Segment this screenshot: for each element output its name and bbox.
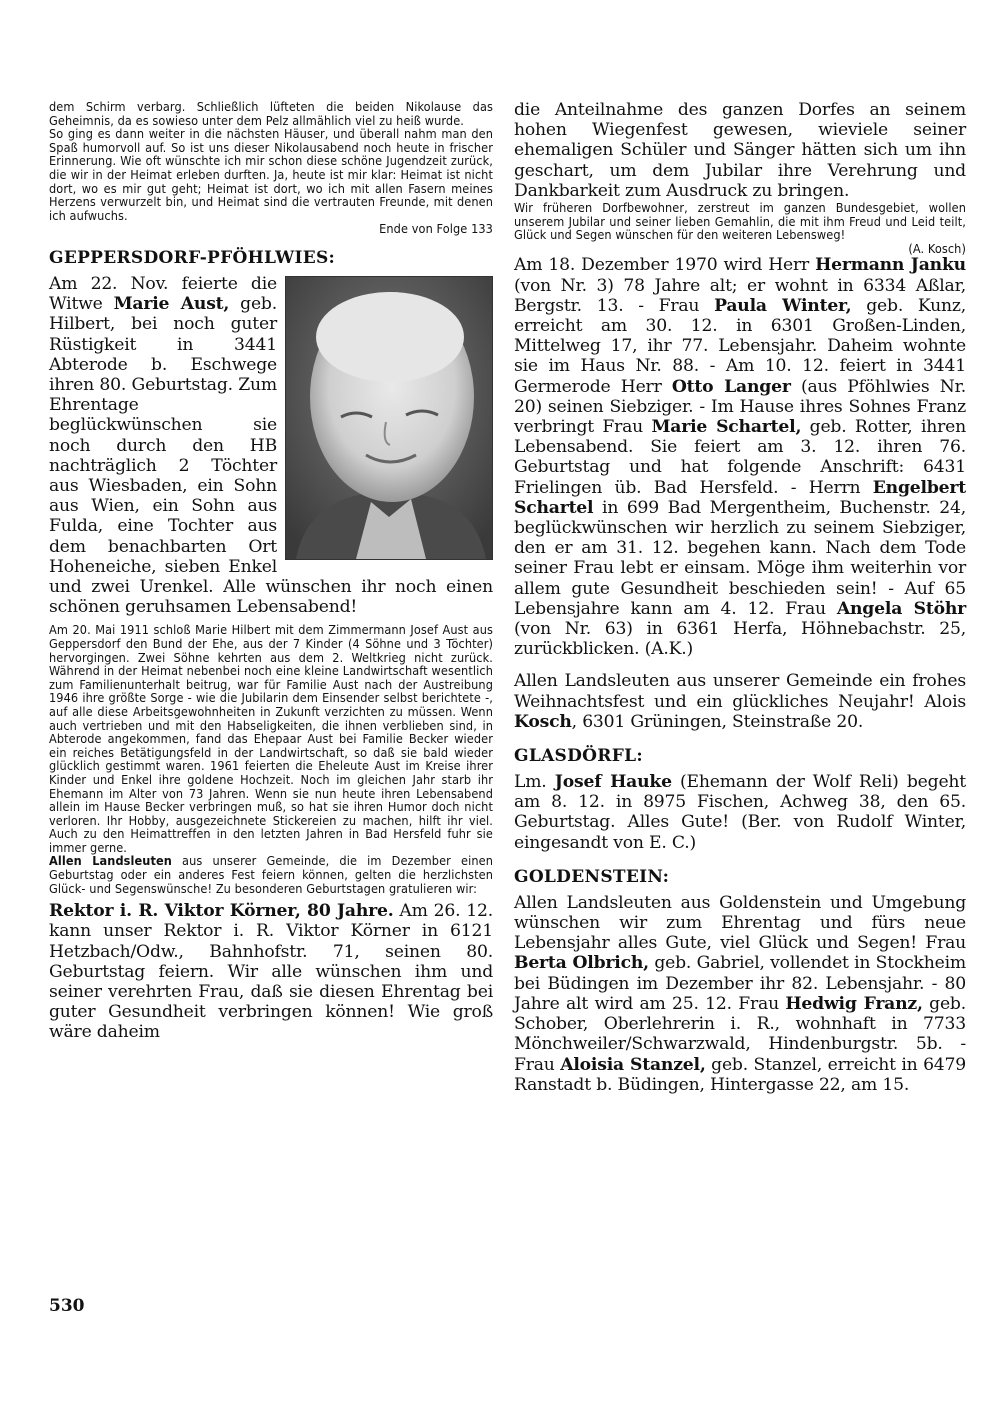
person-name: Angela Stöhr [836, 598, 966, 619]
end-note: Ende von Folge 133 [379, 221, 493, 237]
koerner-title: Rektor i. R. Viktor Körner, 80 Jahre. [49, 901, 394, 922]
christmas-greeting [514, 671, 966, 732]
text-run: geb. Stanzel, erreicht in 6479 Ranstadt b. Büdingen, Hintergasse 22, am 15. [514, 1054, 967, 1095]
text-run: Allen Landsleuten aus Goldenstein und Umgebung wünschen wir zum Ehrentag und fürs neue Lebensjahr alles Gute, viel Glück und Segen! Frau [514, 892, 966, 954]
goldenstein-paragraph [514, 893, 966, 1095]
text-run: , 6301 Grüningen, Steinstraße 20. [571, 711, 864, 732]
person-name: Marie Schartel, [651, 417, 802, 438]
text-run: geb. Rotter, ihren Lebensabend. Sie feiert am 3. 12. ihren 76. Geburtstag und hat folgende Anschrift: 6431 Frielingen üb. Bad Hersfeld. - Herrn [514, 417, 966, 498]
glasdoerfl-paragraph [514, 772, 966, 853]
person-name: Engelbert Schartel [514, 477, 966, 518]
villagers-paragraph: Wir früheren Dorfbewohner, zerstreut im ganzen Bundesgebiet, wollen unserem Jubilar und seiner lieben Gemahlin, die mit ihm Freud und Leid teilt, Glück und Segen wünschen für den weiteren Lebensweg! [514, 200, 966, 243]
intro-paragraph-2: So ging es dann weiter in die nächsten Häuser, und überall nahm man den Spaß humorvoll auf. So ist uns dieser Nikolausabend noch heute in frischer Erinnerung. Wie oft wünschte ich mir schon diese schöne Jugendzeit zurück, die wir in der Heimat erleben durften. Ja, heute ist mir klar: Heimat ist nicht dort, wo es mir gut geht; Heimat ist dort, wo ich mit allen Fasern meines Herzens verwurzelt bin, und Heimat sind die vertrauten Freunde, mit denen ich aufwuchs. [49, 126, 493, 223]
birthdays-paragraph [514, 255, 966, 659]
section-heading-geppersdorf: GEPPERSDORF-PFÖHLWIES: [49, 247, 336, 268]
text-run: Allen Landsleuten aus unserer Gemeinde ein frohes Weihnachtsfest und ein glückliches Neujahr! Alois [514, 671, 966, 712]
right-column [514, 100, 966, 1095]
text-run: Lm. [514, 772, 555, 793]
koerner-paragraph: Rektor i. R. Viktor Körner, 80 Jahre. Am 26. 12. kann unser Rektor i. R. Viktor Körner in 6121 Hetzbach/Odw., Bahnhofstr. 71, seinen 80. Geburtstag feiern. Wir alle wünschen ihm und seiner verehrten Frau, daß sie diesen Ehrentag bei guter Gesundheit verbringen können! Wie groß wäre daheim [49, 901, 493, 1043]
portrait-photo [285, 276, 493, 560]
left-column [49, 100, 493, 1043]
text-run: (von Nr. 63) in 6361 Herfa, Höhnebachstr. 25, zurückblicken. (A.K.) [514, 619, 966, 660]
marie-aust-paragraph: Am 22. Nov. feierte die Witwe Marie Aust, geb. Hilbert, bei noch guter Rüstigkeit in 3441 Abterode b. Eschwege ihren 80. Geburtstag. Zum Ehrentage beglückwünschen sie noch durch den HB nachträglich 2 Töchter aus Wiesbaden, ein Sohn aus Wien, ein Sohn aus Fulda, eine Tochter aus dem benachbarten Ort Hoheneiche, sieben Enkel und zwei Urenkel. Alle wünschen ihr noch einen schönen geruhsamen Lebensabend! [49, 273, 493, 618]
text-run: Am 18. Dezember 1970 wird Herr [514, 255, 816, 276]
text-run: geb. Kunz, erreicht am 30. 12. in 6301 Großen-Linden, Mittelweg 17, ihr 77. Lebensjahr. Daheim wohnte sie im Haus Nr. 88. - Am 10. 12. feiert in 3441 Germerode Herr [514, 295, 966, 397]
villagers-signature: (A. Kosch) [908, 240, 966, 256]
person-name: Aloisia Stanzel, [560, 1054, 706, 1075]
section-heading-glasdoerfl: GLASDÖRFL: [514, 746, 643, 767]
page-number: 530 [49, 1296, 85, 1316]
person-name: Kosch [514, 711, 572, 732]
section-heading-goldenstein: GOLDENSTEIN: [514, 866, 670, 887]
person-name: Josef Hauke [554, 772, 672, 793]
history-paragraph: Am 20. Mai 1911 schloß Marie Hilbert mit dem Zimmermann Josef Aust aus Geppersdorf den Bund der Ehe, aus der 7 Kinder (4 Söhne und 3 Töchter) hervorgingen. Zwei Söhne kehrten aus dem 2. Weltkrieg nicht zurück. Während in der Heimat nebenbei noch eine kleine Landwirtschaft wesentlich zum Familienunterhalt beitrug, war für Familie Aust nach der Austreibung 1946 ihre größte Sorge - wie die Jubilarin dem Einsender selbst berichtete -, auf alle diese Arbeitsgewohnheiten in Zukunft verzichten zu müssen. Wenn auch vertrieben und mit den Habseligkeiten, die ihnen verblieben sind, in Abterode angekommen, fand das Ehepaar Aust bei Familie Becker wieder ein reiches Betätigungsfeld in der Landwirtschaft, so daß sie bald wieder glücklich gestimmt waren. 1961 feierten die Eheleute Aust im Kreise ihrer Kinder und Enkel ihre goldene Hochzeit. Noch im gleichen Jahr starb ihr Ehemann im Alter von 73 Jahren. Wenn sie nun heute ihren Lebensabend allein im Hause Becker verbringen muß, so hat sie ihren Humor doch nicht verloren. Ihr Hobby, ausgezeichnete Stickereien zu machen, hilft ihr viel. Auch zu den Heimattreffen in den letzten Jahren in Bad Hersfeld fuhr sie immer gerne. [49, 622, 493, 855]
portrait-image [286, 277, 492, 559]
koerner-continuation: die Anteilnahme des ganzen Dorfes an seinem hohen Wiegenfest gewesen, wieviele seiner ehemaligen Schüler und Sänger hätten sich um ihn geschart, um dem Jubilar ihre Verehrung und Dankbarkeit zum Ausdruck zu bringen. [514, 100, 966, 201]
person-name: Hermann Janku [815, 255, 966, 276]
text-run: in 699 Bad Mergentheim, Buchenstr. 24, beglückwünschen wir herzlich zu seinem Siebziger, den er am 31. 12. begehen kann. Nach dem Tode seiner Frau lebt er einsam. Möge ihm weiterhin vor allem gute Gesundheit beschieden sein! - Auf 65 Lebensjahre kann am 4. 12. Frau [514, 497, 966, 619]
intro-paragraph-1: dem Schirm verbarg. Schließlich lüfteten die beiden Nikolause das Geheimnis, da es sowieso unter dem Pelz allmählich viel zu heiß wurde. [49, 99, 493, 128]
text-run: (von Nr. 3) 78 Jahre alt; er wohnt in 6334 Aßlar, Bergstr. 13. - Frau [514, 275, 966, 316]
text-run: geb. Gabriel, vollendet in Stockheim bei Büdingen im Dezember ihr 82. Lebensjahr. - 80 Jahre alt wird am 25. 12. Frau [514, 953, 966, 1014]
person-name: Otto Langer [671, 376, 791, 397]
greeting-paragraph: Allen Landsleuten aus unserer Gemeinde, die im Dezember einen Geburtstag oder ein anderes Fest feiern können, gelten die herzlichsten Glück- und Segenswünsche! Zu besonderen Geburtstagen gratulieren wir: [49, 853, 493, 896]
person-name: Berta Olbrich, [514, 953, 649, 974]
name-marie-aust: Marie Aust, [113, 294, 230, 315]
text-run: (aus Pföhlwies Nr. 20) seinen Siebziger. - Im Hause ihres Sohnes Franz verbringt Frau [514, 376, 966, 438]
person-name: Hedwig Franz, [785, 993, 923, 1014]
text-run: (Ehemann der Wolf Reli) begeht am 8. 12. in 8975 Fischen, Achweg 38, den 65. Geburtstag. Alles Gute! (Ber. von Rudolf Winter, eingesandt von E. C.) [514, 772, 967, 853]
text-run: geb. Schober, Oberlehrerin i. R., wohnhaft in 7733 Mönchweiler/Schwarzwald, Hindenburgstr. 5b. - Frau [514, 993, 966, 1075]
person-name: Paula Winter, [714, 295, 852, 316]
